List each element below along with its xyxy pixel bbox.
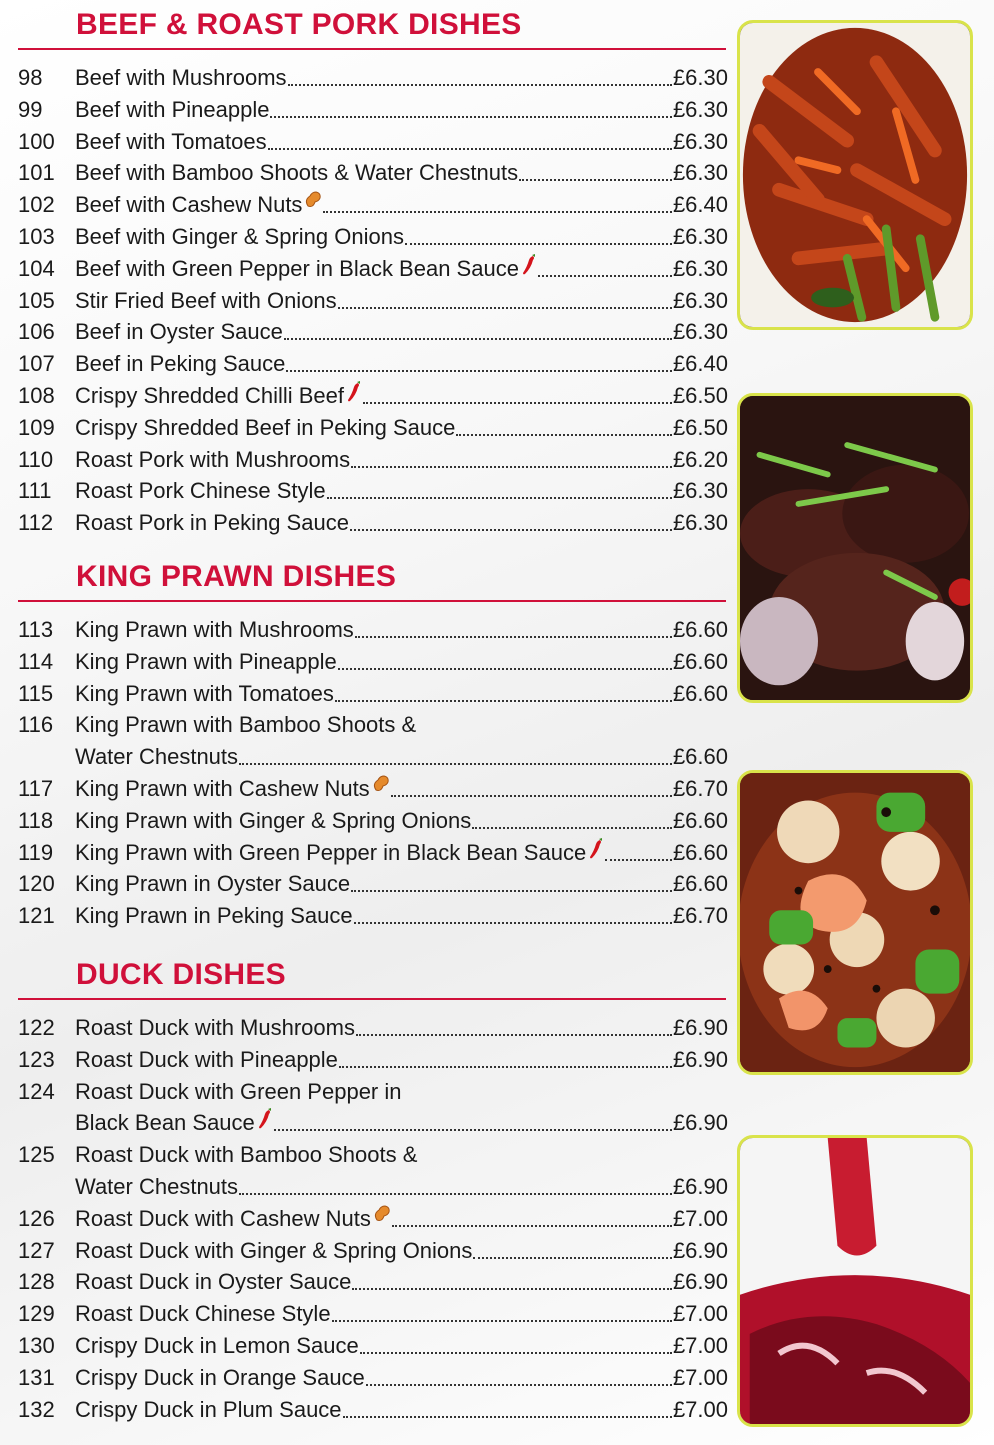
item-name: King Prawn with Tomatoes xyxy=(75,680,334,706)
item-name: Stir Fried Beef with Onions xyxy=(75,287,337,313)
item-name: Roast Pork with Mushrooms xyxy=(75,446,351,472)
item-name: Beef with Bamboo Shoots & Water Chestnuts xyxy=(75,160,519,186)
dot-leader xyxy=(354,900,672,924)
menu-item xyxy=(18,1394,728,1426)
item-price: £6.90 xyxy=(672,1237,728,1263)
dot-leader xyxy=(366,1362,672,1386)
dot-leader xyxy=(473,1235,672,1259)
item-number: 114 xyxy=(18,648,54,674)
item-name: Roast Duck Chinese Style xyxy=(75,1301,331,1327)
item-price: £6.50 xyxy=(672,414,728,440)
dot-leader xyxy=(356,1012,672,1036)
menu-item xyxy=(18,62,728,94)
item-number: 125 xyxy=(18,1142,55,1168)
chilli-icon xyxy=(257,1107,273,1139)
nut-icon xyxy=(304,189,322,221)
item-price: £6.40 xyxy=(672,351,728,377)
dot-leader xyxy=(391,773,672,797)
item-number: 109 xyxy=(18,414,55,440)
item-name-continued: Black Bean Sauce xyxy=(75,1110,255,1136)
item-name: Roast Duck in Oyster Sauce xyxy=(75,1269,352,1295)
menu-item xyxy=(18,1012,728,1044)
dot-leader xyxy=(350,507,672,531)
item-name: Beef with Green Pepper in Black Bean Sauce xyxy=(75,255,519,281)
dot-leader xyxy=(239,1171,672,1195)
menu-item xyxy=(18,837,728,869)
item-number: 99 xyxy=(18,96,43,122)
dot-leader xyxy=(327,475,672,499)
menu-item xyxy=(18,285,728,317)
menu-item xyxy=(18,1139,728,1203)
nut-icon xyxy=(372,773,390,805)
item-number: 104 xyxy=(18,255,55,281)
section-divider xyxy=(18,48,726,50)
item-number: 108 xyxy=(18,383,55,408)
king-prawn-photo xyxy=(737,770,973,1075)
menu-item xyxy=(18,1330,728,1362)
menu-item xyxy=(18,221,728,253)
item-name: Beef with Pineapple xyxy=(75,96,270,122)
dot-leader xyxy=(339,1044,672,1068)
dot-leader xyxy=(519,157,672,181)
item-price: £6.60 xyxy=(672,648,728,674)
dot-leader xyxy=(335,678,672,702)
dot-leader xyxy=(338,285,672,309)
crispy-beef-photo xyxy=(737,20,973,330)
menu-item xyxy=(18,1235,728,1267)
item-price: £6.60 xyxy=(672,807,728,833)
section-title: BEEF & ROAST PORK DISHES xyxy=(76,8,522,41)
item-name: King Prawn with Mushrooms xyxy=(75,617,354,642)
item-name: Roast Duck with Pineapple xyxy=(75,1046,338,1072)
item-number: 132 xyxy=(18,1396,55,1422)
item-price: £6.70 xyxy=(672,903,728,929)
menu-item xyxy=(18,412,728,444)
item-price: £6.30 xyxy=(672,160,728,186)
item-price: £6.30 xyxy=(672,65,728,90)
item-number: 107 xyxy=(18,351,55,377)
item-price: £6.40 xyxy=(672,192,728,218)
menu-item xyxy=(18,475,728,507)
item-name-continued: Water Chestnuts xyxy=(75,744,239,770)
item-number: 123 xyxy=(18,1046,55,1072)
dot-leader xyxy=(239,741,672,765)
item-name: Beef in Peking Sauce xyxy=(75,351,286,377)
item-number: 127 xyxy=(18,1237,55,1263)
item-price: £6.60 xyxy=(672,680,728,706)
item-number: 128 xyxy=(18,1269,55,1295)
item-number: 103 xyxy=(18,224,55,249)
dot-leader xyxy=(456,412,672,436)
item-name-continued: Water Chestnuts xyxy=(75,1173,239,1199)
dot-leader xyxy=(392,1203,672,1227)
menu-item xyxy=(18,1298,728,1330)
roast-duck-photo xyxy=(737,1135,973,1427)
item-name: Beef with Tomatoes xyxy=(75,128,267,154)
item-number: 101 xyxy=(18,160,55,186)
item-price: £7.00 xyxy=(672,1396,728,1422)
item-name: King Prawn with Pineapple xyxy=(75,648,337,674)
item-price: £7.00 xyxy=(672,1333,728,1358)
item-number: 129 xyxy=(18,1301,55,1327)
item-number: 112 xyxy=(18,510,54,536)
item-price: £6.60 xyxy=(672,839,728,865)
dot-leader xyxy=(323,189,672,213)
menu-item xyxy=(18,126,728,158)
item-price: £6.30 xyxy=(672,255,728,281)
menu-item xyxy=(18,773,728,805)
item-price: £6.30 xyxy=(672,319,728,345)
item-name: Crispy Duck in Lemon Sauce xyxy=(75,1333,359,1358)
dot-leader xyxy=(405,221,672,245)
item-number: 111 xyxy=(18,478,52,504)
item-number: 119 xyxy=(18,839,54,865)
chilli-icon xyxy=(588,837,604,869)
nut-icon xyxy=(373,1203,391,1235)
menu-item xyxy=(18,868,728,900)
menu-item xyxy=(18,380,728,412)
item-price: £6.30 xyxy=(672,287,728,313)
dot-leader xyxy=(538,253,672,277)
dot-leader xyxy=(270,94,671,118)
dot-leader xyxy=(332,1298,672,1322)
section-title: KING PRAWN DISHES xyxy=(76,560,397,593)
item-number: 102 xyxy=(18,192,55,218)
menu-item xyxy=(18,316,728,348)
item-number: 126 xyxy=(18,1205,55,1231)
menu-item xyxy=(18,1362,728,1394)
section-divider xyxy=(18,998,726,1000)
item-name: Roast Pork in Peking Sauce xyxy=(75,510,349,536)
item-price: £6.90 xyxy=(672,1046,728,1072)
dot-leader xyxy=(363,380,672,404)
item-name: Roast Pork Chinese Style xyxy=(75,478,326,504)
menu-item xyxy=(18,614,728,646)
item-name: King Prawn in Oyster Sauce xyxy=(75,871,351,897)
menu-item xyxy=(18,1076,728,1140)
item-price: £6.30 xyxy=(672,224,728,249)
item-number: 113 xyxy=(18,617,54,642)
dot-leader xyxy=(284,316,672,340)
item-number: 121 xyxy=(18,903,55,929)
dot-leader xyxy=(288,62,672,86)
dot-leader xyxy=(355,614,672,638)
item-number: 116 xyxy=(18,712,54,738)
item-price: £6.30 xyxy=(672,510,728,536)
item-name: King Prawn with Bamboo Shoots & xyxy=(75,712,417,738)
item-number: 117 xyxy=(18,776,54,801)
dot-leader xyxy=(338,646,672,670)
chilli-icon xyxy=(346,380,362,412)
menu-item xyxy=(18,1203,728,1235)
dot-leader xyxy=(343,1394,672,1418)
item-number: 118 xyxy=(18,807,54,833)
menu-item xyxy=(18,678,728,710)
menu-item xyxy=(18,94,728,126)
item-price: £6.90 xyxy=(672,1269,728,1295)
item-name: Beef with Ginger & Spring Onions xyxy=(75,224,404,249)
item-name: Crispy Duck in Plum Sauce xyxy=(75,1396,342,1422)
item-name: Crispy Shredded Chilli Beef xyxy=(75,383,345,408)
item-name: Beef in Oyster Sauce xyxy=(75,319,283,345)
item-price: £6.30 xyxy=(672,478,728,504)
item-name: King Prawn in Peking Sauce xyxy=(75,903,353,929)
item-name: Roast Duck with Mushrooms xyxy=(75,1015,355,1040)
item-name: King Prawn with Green Pepper in Black Bean Sauce xyxy=(75,839,587,865)
menu-item xyxy=(18,646,728,678)
item-price: £6.90 xyxy=(672,1173,728,1199)
item-number: 98 xyxy=(18,65,43,90)
item-number: 120 xyxy=(18,871,55,897)
menu-item xyxy=(18,189,728,221)
item-number: 115 xyxy=(18,680,54,706)
item-price: £7.00 xyxy=(672,1364,728,1390)
menu-item xyxy=(18,709,728,773)
item-price: £6.70 xyxy=(672,776,728,801)
item-price: £6.90 xyxy=(672,1110,728,1136)
item-price: £7.00 xyxy=(672,1301,728,1327)
item-number: 124 xyxy=(18,1078,55,1104)
item-number: 110 xyxy=(18,446,54,472)
menu-item xyxy=(18,444,728,476)
item-name: Beef with Cashew Nuts xyxy=(75,192,303,218)
item-number: 105 xyxy=(18,287,55,313)
item-name: Roast Duck with Cashew Nuts xyxy=(75,1205,371,1231)
item-name: Roast Duck with Ginger & Spring Onions xyxy=(75,1237,473,1263)
menu-item xyxy=(18,805,728,837)
item-price: £6.20 xyxy=(672,446,728,472)
item-price: £6.60 xyxy=(672,871,728,897)
item-number: 130 xyxy=(18,1333,55,1358)
item-price: £6.60 xyxy=(672,744,728,770)
menu-item xyxy=(18,507,728,539)
dot-leader xyxy=(351,868,672,892)
menu-item xyxy=(18,900,728,932)
menu-item xyxy=(18,253,728,285)
item-name: King Prawn with Cashew Nuts xyxy=(75,776,370,801)
dot-leader xyxy=(351,444,672,468)
item-price: £6.30 xyxy=(672,128,728,154)
beef-stirfry-photo xyxy=(737,393,973,703)
dot-leader xyxy=(286,348,672,372)
chilli-icon xyxy=(521,253,537,285)
item-number: 131 xyxy=(18,1364,55,1390)
item-name: Roast Duck with Green Pepper in xyxy=(75,1078,402,1104)
item-number: 106 xyxy=(18,319,55,345)
dot-leader xyxy=(268,126,672,150)
menu-item xyxy=(18,157,728,189)
item-name: King Prawn with Ginger & Spring Onions xyxy=(75,807,472,833)
item-price: £6.60 xyxy=(672,617,728,642)
dot-leader xyxy=(352,1266,672,1290)
item-price: £6.90 xyxy=(672,1015,728,1040)
item-name: Roast Duck with Bamboo Shoots & xyxy=(75,1142,418,1168)
item-name: Crispy Shredded Beef in Peking Sauce xyxy=(75,414,456,440)
item-number: 100 xyxy=(18,128,55,154)
menu-item xyxy=(18,1044,728,1076)
menu-item xyxy=(18,348,728,380)
dot-leader xyxy=(605,837,672,861)
menu-item xyxy=(18,1266,728,1298)
item-name: Beef with Mushrooms xyxy=(75,65,287,90)
dot-leader xyxy=(274,1107,672,1131)
item-price: £6.30 xyxy=(672,96,728,122)
section-title: DUCK DISHES xyxy=(76,958,286,991)
item-price: £6.50 xyxy=(672,383,728,408)
item-number: 122 xyxy=(18,1015,55,1040)
dot-leader xyxy=(472,805,672,829)
item-name: Crispy Duck in Orange Sauce xyxy=(75,1364,365,1390)
section-divider xyxy=(18,600,726,602)
item-price: £7.00 xyxy=(672,1205,728,1231)
dot-leader xyxy=(360,1330,672,1354)
